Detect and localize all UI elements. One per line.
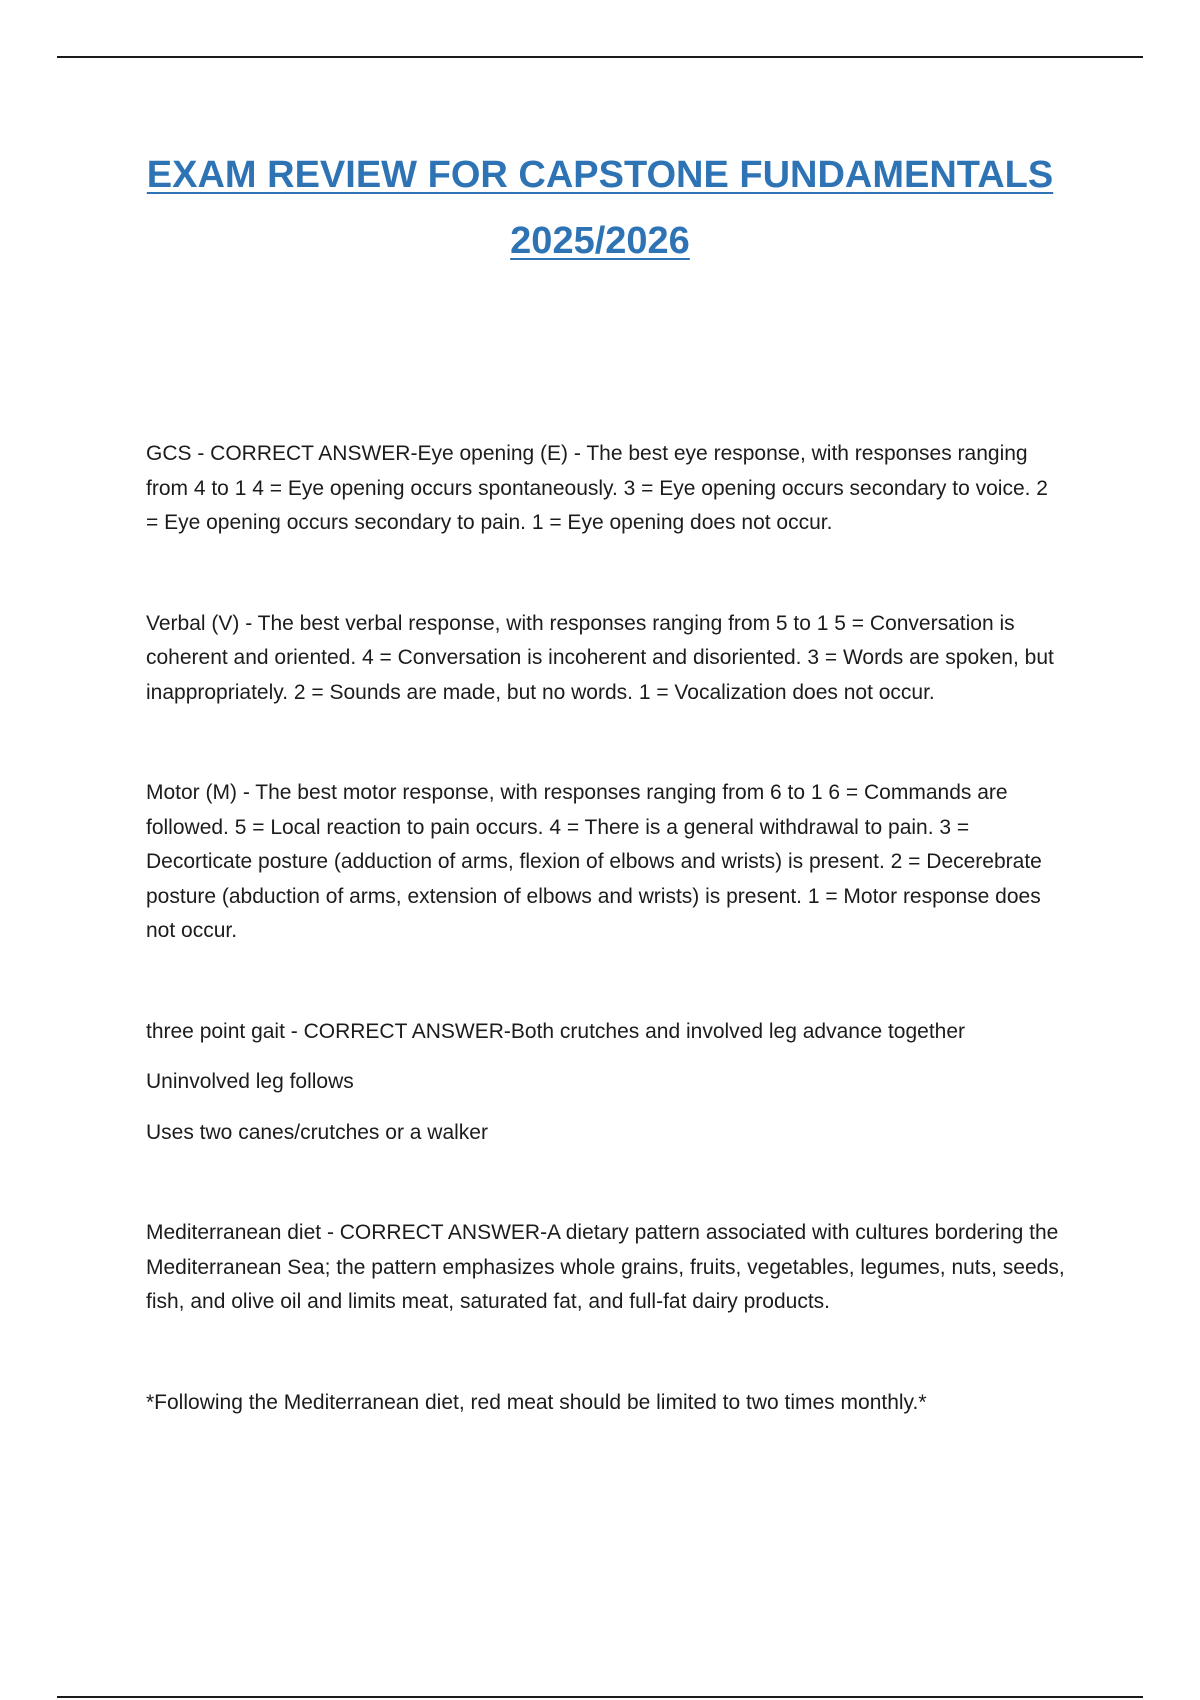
title-line-1: EXAM REVIEW FOR CAPSTONE FUNDAMENTALS bbox=[146, 154, 1054, 196]
paragraph-mediterranean-diet: Mediterranean diet - CORRECT ANSWER-A dietary pattern associated with cultures bordering the Mediterranean Sea; the pattern emphasizes whole grains, fruits, vegetables, legumes, nuts, seeds, fish, and olive oil and limits meat, saturated fat, and full-fat dairy products. bbox=[146, 1221, 1065, 1313]
paragraph-verbal: Verbal (V) - The best verbal response, with responses ranging from 5 to 1 5 = Conversation is coherent and oriented. 4 = Conversation is incoherent and disoriented. 3 = Words are spoken, but inappropriately. 2 = Sounds are made, but no words. 1 = Vocalization does not occur. bbox=[146, 611, 1054, 704]
paragraph-gcs: GCS - CORRECT ANSWER-Eye opening (E) - The best eye response, with responses ranging from 4 to 1 4 = Eye opening occurs spontaneously. 3 = Eye opening occurs secondary to voice. 2 = Eye opening occurs secondary to pain. 1 = Eye opening does not occur. bbox=[146, 442, 1048, 534]
title-line-2: 2025/2026 bbox=[510, 220, 690, 262]
paragraph-motor: Motor (M) - The best motor response, with responses ranging from 6 to 1 6 = Commands are followed. 5 = Local reaction to pain occurs. 4 = There is a general withdrawal to pain. 3 = Decorticate posture (adduction of arms, flexion of elbows and wrists) is present. 2 = Decerebrate posture (abduction of arms, extension of elbows and wrists) is present. 1 = Motor response does not occur. bbox=[146, 781, 1042, 942]
paragraph-canes-crutches: Uses two canes/crutches or a walker bbox=[146, 1120, 488, 1144]
document-body bbox=[146, 437, 1066, 1420]
footer-rule bbox=[57, 1696, 1143, 1698]
header-rule bbox=[57, 56, 1143, 58]
paragraph-three-point-gait: three point gait - CORRECT ANSWER-Both crutches and involved leg advance together bbox=[146, 1019, 966, 1043]
document-title bbox=[100, 142, 1100, 274]
paragraph-uninvolved-leg: Uninvolved leg follows bbox=[146, 1070, 354, 1093]
paragraph-red-meat-note: *Following the Mediterranean diet, red meat should be limited to two times monthly.* bbox=[146, 1390, 927, 1414]
